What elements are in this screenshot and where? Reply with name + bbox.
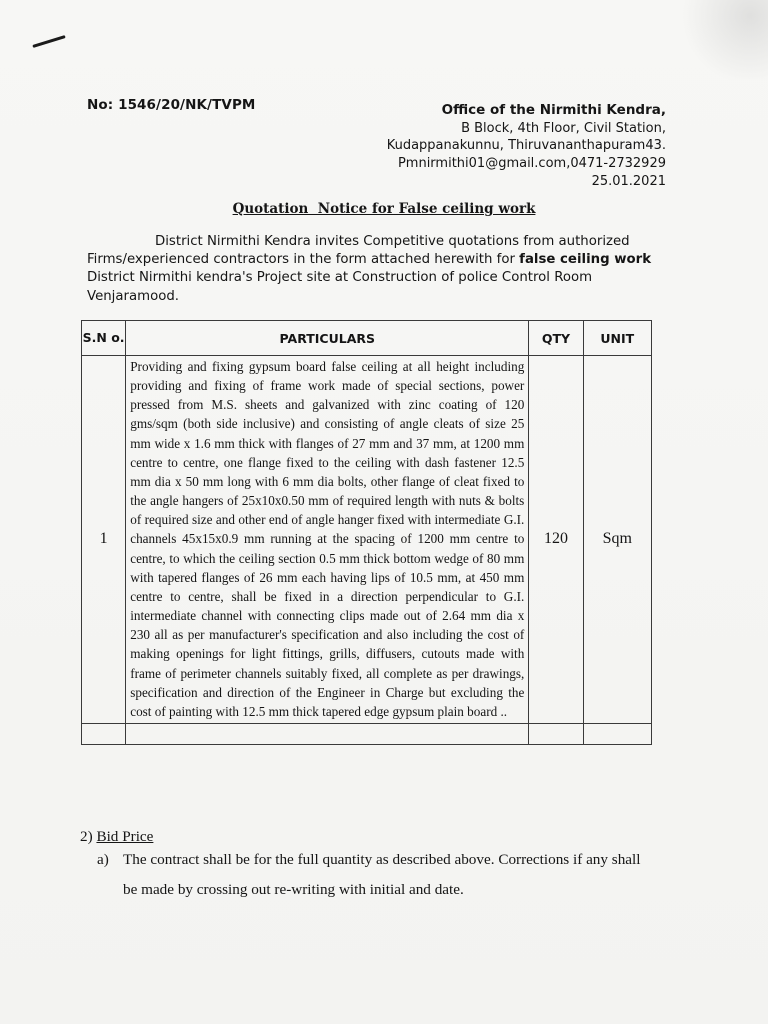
row-qty: 120	[529, 356, 583, 724]
item-a-line-1: The contract shall be for the full quantity as described above. Corrections if any shall	[123, 851, 641, 868]
contact-line: Pmnirmithi01@gmail.com,0471-2732929	[397, 156, 666, 172]
section-number: 2)	[80, 828, 93, 845]
office-name: Office of the Nirmithi Kendra,	[441, 102, 666, 118]
notice-date: 25.01.2021	[591, 173, 666, 189]
address-line-1: B Block, 4th Floor, Civil Station,	[461, 120, 666, 136]
office-address-block	[387, 102, 666, 191]
pen-mark	[32, 35, 65, 48]
header-unit: UNIT	[583, 321, 651, 356]
address-line-2: Kudappanakunnu, Thiruvananthapuram43.	[386, 138, 666, 154]
empty-cell	[529, 723, 583, 744]
empty-cell	[82, 723, 126, 744]
intro-text-2: District Nirmithi kendra's Project site at Construction of police Control Room Venjaramood.	[87, 270, 593, 304]
scan-smudge	[678, 0, 768, 80]
table-header-row	[82, 321, 652, 356]
intro-text-1: District Nirmithi Kendra invites Competitive quotations from authorized Firms/experienced contractors in the form attached herewith for	[87, 234, 630, 268]
reference-number: No: 1546/20/NK/TVPM	[87, 97, 256, 113]
table-row	[82, 356, 652, 724]
empty-cell	[126, 723, 529, 744]
row-sn: 1	[82, 356, 126, 724]
header-sn: S.N o.	[82, 321, 126, 356]
row-particulars: Providing and fixing gypsum board false ceiling at all height including providing and fixing of frame work made of special sections, power pressed from M.S. sheets and galvanized with zinc coating of 120 gms/sqm (both side inclusive) and consisting of angle cleats of size 25 mm wide x 1.6 mm thick with flanges of 27 mm and 37 mm, at 1200 mm centre to centre, one flange fixed to the ceiling with dash fastener 12.5 mm dia x 50 mm long with 6 mm dia bolts, other flange of cleat fixed to the angle hangers of 25x10x0.50 mm of required length with nuts & bolts of required size and other end of angle hanger fixed with intermediate G.I. channels 45x15x0.9 mm running at the spacing of 1200 mm centre to centre, to which the ceiling section 0.5 mm thick bottom wedge of 80 mm with tapered flanges of 26 mm each having lips of 10.5 mm, at 450 mm centre to centre, shall be fixed in a direction perpendicular to G.I. intermediate channel with connecting clips made out of 2.64 mm dia x 230 all as per manufacturer's specification and also including the cost of making openings for light fittings, grills, diffusers, cutouts made with frame of perimeter channels suitably fixed, all complete as per drawings, specification and direction of the Engineer in Charge but excluding the cost of painting with 12.5 mm thick tapered edge gypsum plain board ..	[126, 356, 529, 724]
notice-title: Quotation Notice for False ceiling work	[232, 201, 536, 217]
intro-paragraph	[87, 233, 662, 306]
header-particulars: PARTICULARS	[126, 321, 529, 356]
quotation-table	[81, 320, 652, 745]
row-unit: Sqm	[583, 356, 651, 724]
table-empty-row	[82, 723, 652, 744]
intro-bold-text: false ceiling work	[519, 252, 652, 268]
bid-price-item-a	[97, 845, 669, 905]
bid-price-heading	[80, 828, 153, 846]
item-a-line-2: be made by crossing out re-writing with initial and date.	[123, 881, 464, 898]
section-title: Bid Price	[96, 828, 154, 845]
header-qty: QTY	[529, 321, 583, 356]
item-a-label: a)	[97, 851, 109, 868]
empty-cell	[583, 723, 651, 744]
